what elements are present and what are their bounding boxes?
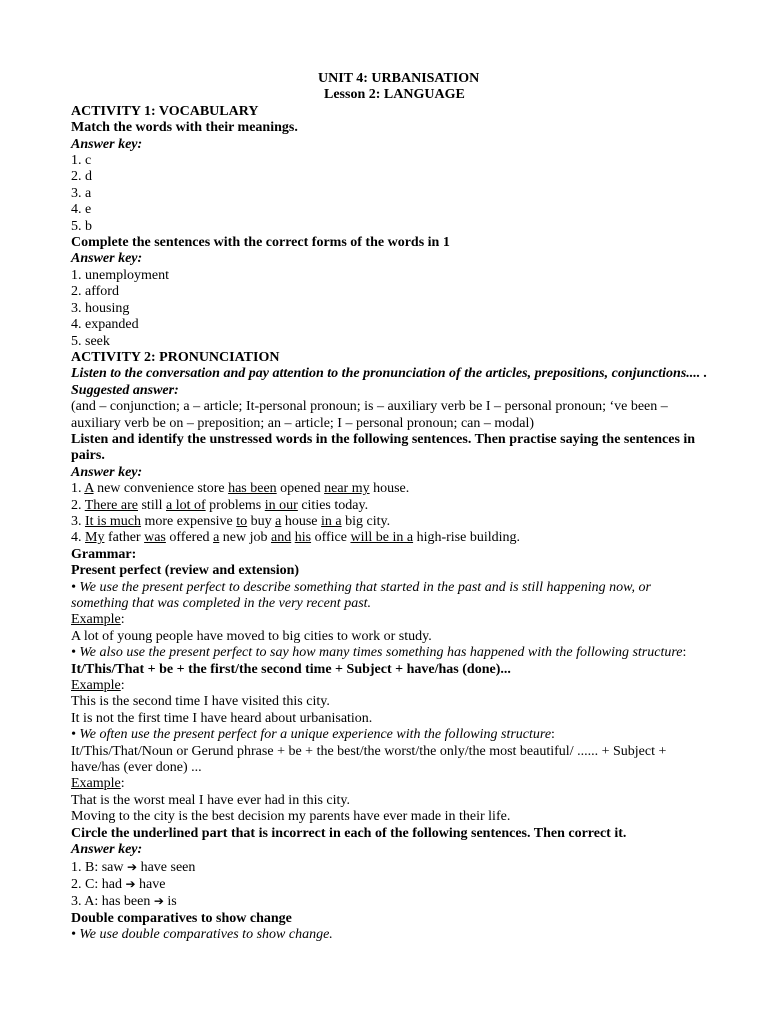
example-sentence: A lot of young people have moved to big cities to work or study. — [71, 628, 432, 644]
sentence-text: offered — [165, 530, 214, 546]
list-item — [71, 859, 701, 876]
sentence-line — [71, 481, 701, 497]
sentence-text: office — [311, 530, 351, 546]
activity2-task2: Listen and identify the unstressed words in the following sentences. Then practise saying the sentences in pairs. — [71, 431, 696, 464]
example-colon: : — [120, 678, 125, 694]
arrow-right-icon: ➔ — [125, 876, 136, 891]
answer-key-label: Answer key: — [71, 136, 143, 152]
example-label-row — [71, 678, 701, 694]
example-label: Example — [71, 678, 121, 694]
sentence-text: 4. — [71, 530, 85, 546]
example-label-row — [71, 612, 701, 628]
suggested-answer-label: Suggested answer: — [71, 382, 179, 398]
list-item — [71, 893, 701, 910]
answers1-list — [71, 153, 701, 235]
unstressed-sentences-list — [71, 481, 701, 547]
grammar-task: Circle the underlined part that is incorrect in each of the following sentences. Then correct it. — [71, 825, 627, 841]
grammar-structure: It/This/That + be + the first/the second time + Subject + have/has (done)... — [71, 661, 511, 677]
sentence-text: new job — [219, 530, 271, 546]
grammar-bullet: • We often use the present perfect for a unique experience with the following structure — [71, 727, 552, 743]
grammar-bullet-row — [71, 645, 701, 661]
activity2-heading: ACTIVITY 2: PRONUNCIATION — [71, 349, 280, 365]
grammar-bullet: • We use double comparatives to show change. — [71, 927, 333, 943]
sentence-text: more expensive — [141, 513, 237, 529]
sentence-text: 3. — [71, 513, 85, 529]
example-colon: : — [120, 612, 125, 628]
unstressed-word: A — [84, 481, 94, 497]
unstressed-word: My — [85, 530, 105, 546]
unstressed-word: near my — [324, 481, 370, 497]
grammar-bullet-row — [71, 727, 701, 743]
unstressed-word: and — [271, 530, 292, 546]
grammar-bullet: • We use the present perfect to describe something that started in the past and is still happening now, or something that was completed in the very recent past. — [71, 579, 651, 611]
double-comparatives-heading: Double comparatives to show change — [71, 910, 292, 926]
sentence-text: 1. — [71, 481, 85, 497]
list-item: 5. seek — [71, 333, 110, 349]
sentence-text: high-rise building. — [413, 530, 520, 546]
unit-title: UNIT 4: URBANISATION — [318, 71, 480, 86]
answers2-list — [71, 268, 701, 350]
sentence-text: new convenience store — [93, 481, 229, 497]
document-page — [71, 71, 708, 944]
correction-wrong: 2. C: had — [71, 876, 122, 892]
example-sentence: Moving to the city is the best decision my parents have ever made in their life. — [71, 809, 511, 825]
unstressed-word: will be in a — [350, 530, 414, 546]
example-label: Example — [71, 776, 121, 792]
correction-wrong: 3. A: has been — [71, 894, 151, 910]
list-item — [71, 876, 701, 893]
bullet-colon: : — [682, 645, 687, 661]
unstressed-word: a lot of — [166, 497, 206, 513]
list-item: 3. a — [71, 185, 92, 201]
list-item: 4. expanded — [71, 317, 139, 333]
sentence-text: problems — [205, 497, 265, 513]
activity1-task1: Match the words with their meanings. — [71, 120, 298, 136]
example-sentence: That is the worst meal I have ever had in this city. — [71, 792, 351, 808]
grammar-heading: Grammar: — [71, 546, 137, 562]
sentence-text: opened — [276, 481, 325, 497]
sentence-line — [71, 498, 701, 514]
correction-wrong: 1. B: saw — [71, 859, 124, 875]
unstressed-word: was — [144, 530, 166, 546]
example-sentence: It is not the first time I have heard about urbanisation. — [71, 710, 373, 726]
arrow-right-icon: ➔ — [127, 859, 138, 874]
correction-right: is — [167, 894, 177, 910]
grammar-subtitle: Present perfect (review and extension) — [71, 563, 300, 579]
answer-key-label: Answer key: — [71, 464, 143, 480]
unstressed-word: in a — [321, 513, 342, 529]
list-item: 2. d — [71, 169, 92, 185]
suggested-answer-text: (and – conjunction; a – article; It-personal pronoun; is – auxiliary verb be I – personal pronoun; ‘ve been – auxiliary verb be on – preposition; an – article; I – personal pronoun; can – modal) — [71, 399, 668, 431]
unstressed-word: a — [213, 530, 220, 546]
correction-right: have seen — [140, 859, 196, 875]
unstressed-word: to — [236, 513, 248, 529]
activity1-heading: ACTIVITY 1: VOCABULARY — [71, 103, 259, 119]
unstressed-word: has been — [228, 481, 277, 497]
example-sentence: This is the second time I have visited this city. — [71, 694, 330, 710]
answer-key-label: Answer key: — [71, 251, 143, 267]
grammar-bullet: • We also use the present perfect to say how many times something has happened with the following structure — [71, 645, 683, 661]
list-item: 1. c — [71, 153, 92, 169]
sentence-text: house. — [369, 481, 410, 497]
sentence-text: cities today. — [297, 497, 369, 513]
sentence-text: house — [281, 513, 322, 529]
corrections-list — [71, 859, 701, 911]
list-item: 3. housing — [71, 300, 130, 316]
unstressed-word: a — [275, 513, 282, 529]
unstressed-word: his — [294, 530, 312, 546]
sentence-line — [71, 530, 701, 546]
sentence-text: buy — [247, 513, 276, 529]
unstressed-word: in our — [264, 497, 298, 513]
answer-key-label: Answer key: — [71, 842, 143, 858]
correction-right: have — [139, 876, 166, 892]
sentence-line — [71, 514, 701, 530]
example-colon: : — [120, 776, 125, 792]
activity1-task2: Complete the sentences with the correct forms of the words in 1 — [71, 235, 450, 251]
sentence-text: big city. — [341, 513, 391, 529]
lesson-title: Lesson 2: LANGUAGE — [324, 87, 465, 103]
example-label: Example — [71, 612, 121, 628]
grammar-structure: It/This/That/Noun or Gerund phrase + be + the best/the worst/the only/the most beautiful/ ...... + Subject + have/has (ever done) ... — [71, 743, 667, 776]
arrow-right-icon: ➔ — [153, 894, 164, 909]
list-item: 5. b — [71, 218, 92, 234]
sentence-text: 2. — [71, 497, 85, 513]
unstressed-word: It is much — [85, 513, 141, 529]
list-item: 1. unemployment — [71, 267, 169, 283]
bullet-colon: : — [551, 727, 555, 743]
list-item: 4. e — [71, 202, 92, 218]
sentence-text: father — [104, 530, 145, 546]
sentence-text: still — [137, 497, 166, 513]
list-item: 2. afford — [71, 284, 119, 300]
activity2-task1: Listen to the conversation and pay attention to the pronunciation of the articles, prepositions, conjunctions.... . — [71, 366, 708, 382]
example-label-row — [71, 776, 701, 792]
unstressed-word: There are — [84, 497, 138, 513]
